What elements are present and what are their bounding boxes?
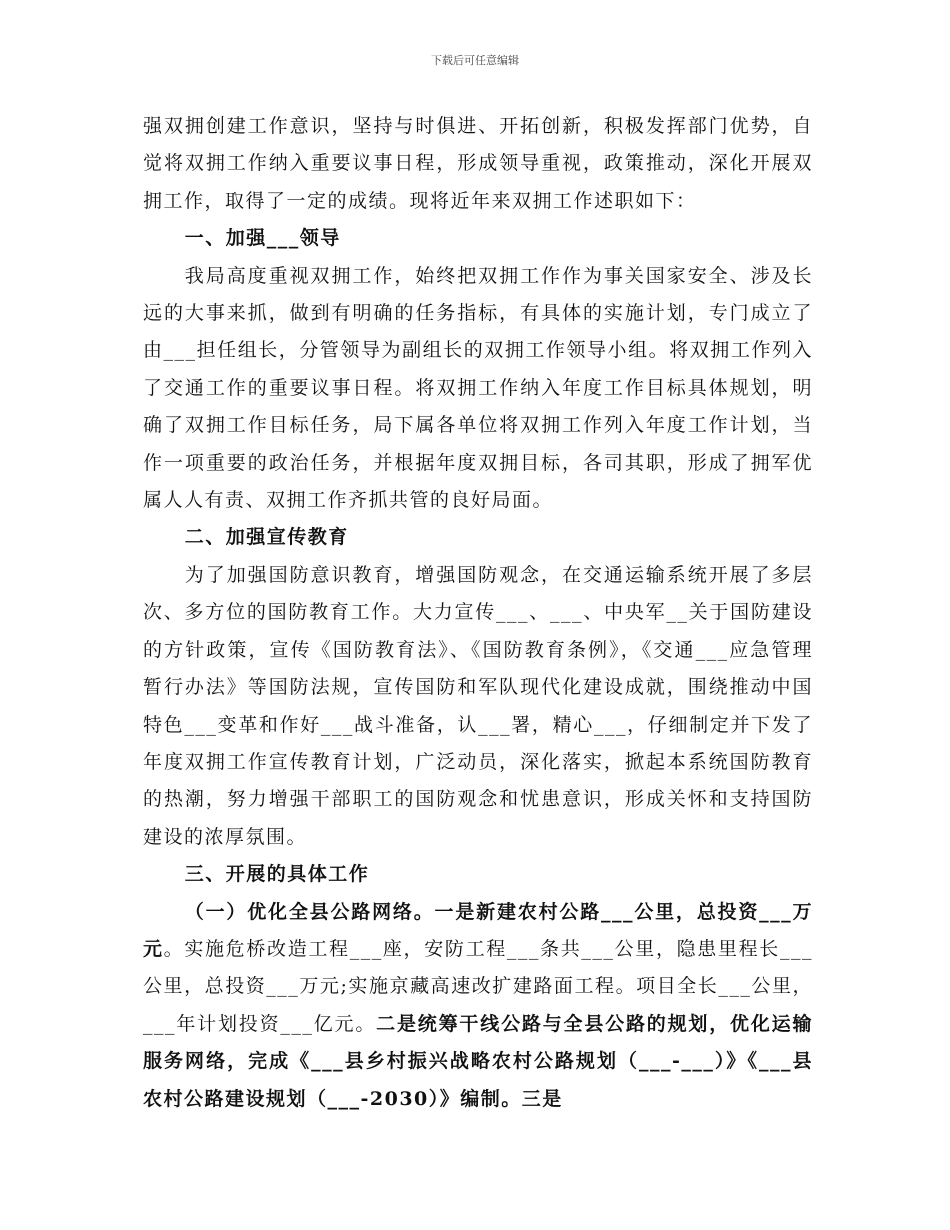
section-heading-3: 三、开展的具体工作 [184, 863, 370, 886]
road-network-details: 。实施危桥改造工程___座，安防工程___条共___公里，隐患里程长___公里，总投资___万元;实施京藏高速改扩建路面工程。项目全长___公里，___年计划投资___亿元。 [143, 937, 813, 1035]
paragraph-road-network [143, 894, 813, 1118]
road-network-lead-bold: （一）优化全县公路网络。一是新建农村公路___公里，总投资___万元 [143, 900, 813, 960]
paragraph-intro: 强双拥创建工作意识，坚持与时俱进、开拓创新，积极发挥部门优势，自觉将双拥工作纳入重要议事日程，形成领导重视，政策推动，深化开展双拥工作，取得了一定的成绩。现将近年来双拥工作述职如下： [143, 115, 813, 212]
document-body [143, 108, 813, 1118]
section-heading-2: 二、加强宣传教育 [184, 526, 349, 549]
page-header-note: 下载后可任意编辑 [431, 54, 519, 67]
paragraph-education: 为了加强国防意识教育，增强国防观念，在交通运输系统开展了多层次、多方位的国防教育工作。大力宣传___、___、中央军__关于国防建设的方针政策，宣传《国防教育法》、《国防教育条例》，《交通___应急管理暂行办法》等国防法规，宣传国防和军队现代化建设成就，围绕推动中国特色___变革和作好___战斗准备，认___署，精心___，仔细制定并下发了年度双拥工作宣传教育计划，广泛动员，深化落实，掀起本系统国防教育的热潮，努力增强干部职工的国防观念和忧患意识，形成关怀和支持国防建设的浓厚氛围。 [143, 563, 813, 848]
section-heading-1: 一、加强___领导 [184, 227, 341, 250]
paragraph-leadership: 我局高度重视双拥工作，始终把双拥工作作为事关国家安全、涉及长远的大事来抓，做到有明确的任务指标，有具体的实施计划，专门成立了由___担任组长，分管领导为副组长的双拥工作领导小组。将双拥工作列入了交通工作的重要议事日程。将双拥工作纳入年度工作目标具体规划，明确了双拥工作目标任务，局下属各单位将双拥工作列入年度工作计划，当作一项重要的政治任务，并根据年度双拥目标，各司其职，形成了拥军优属人人有责、双拥工作齐抓共管的良好局面。 [143, 264, 813, 512]
road-network-planning-bold: 二是统筹干线公路与全县公路的规划，优化运输服务网络，完成《___县乡村振兴战略农村公路规划（___-___）》《___县农村公路建设规划（___-2030）》编制。三是 [143, 1012, 813, 1110]
